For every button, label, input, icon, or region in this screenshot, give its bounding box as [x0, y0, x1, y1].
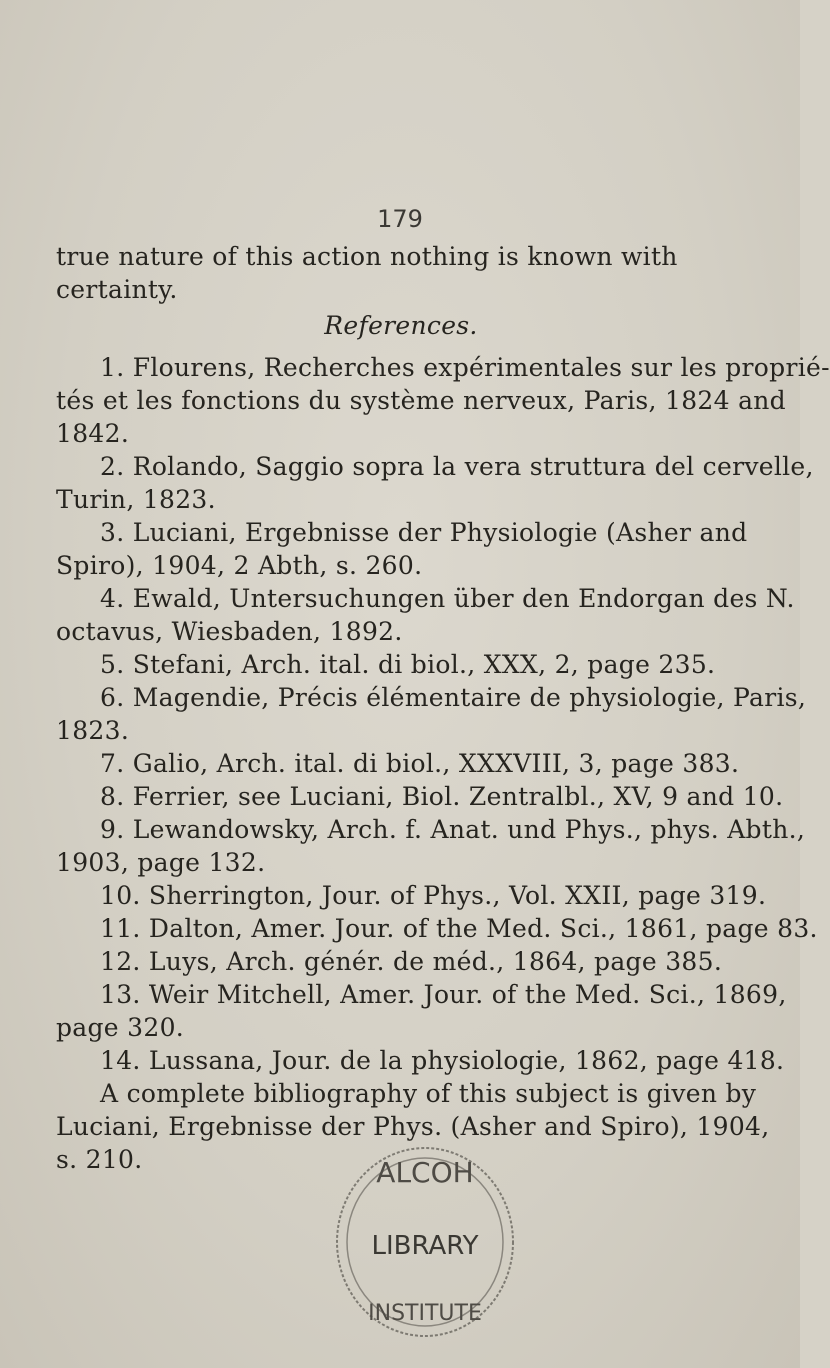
page-body [56, 240, 830, 1176]
reference-line: 6. Magendie, Précis élémentaire de physiologie, Paris, [100, 683, 807, 712]
intro-line: true nature of this action nothing is known with [56, 242, 678, 271]
reference-line: octavus, Wiesbaden, 1892. [56, 617, 403, 646]
stamp-middle-text: LIBRARY [371, 1231, 479, 1261]
references-heading: References. [324, 311, 478, 340]
stamp-top-text: ALCOH [376, 1156, 474, 1189]
reference-line: 3. Luciani, Ergebnisse der Physiologie (Asher and [100, 518, 748, 547]
reference-line: Luciani, Ergebnisse der Phys. (Asher and Spiro), 1904, [56, 1112, 770, 1141]
reference-line: 10. Sherrington, Jour. of Phys., Vol. XXII, page 319. [100, 881, 767, 910]
reference-line: 1842. [56, 419, 130, 448]
intro-line: certainty. [56, 275, 178, 304]
reference-line: 8. Ferrier, see Luciani, Biol. Zentralbl., XV, 9 and 10. [100, 782, 784, 811]
reference-line: Turin, 1823. [56, 485, 216, 514]
reference-line: 9. Lewandowsky, Arch. f. Anat. und Phys., phys. Abth., [100, 815, 806, 844]
reference-line: 12. Luys, Arch. génér. de méd., 1864, page 385. [100, 947, 723, 976]
reference-line: 13. Weir Mitchell, Amer. Jour. of the Med. Sci., 1869, [100, 980, 787, 1009]
reference-line: A complete bibliography of this subject is given by [100, 1079, 757, 1108]
reference-line: Spiro), 1904, 2 Abth, s. 260. [56, 551, 423, 580]
reference-line: 7. Galio, Arch. ital. di biol., XXXVIII, 3, page 383. [100, 749, 740, 778]
library-stamp-graphic [330, 1142, 520, 1342]
reference-line: s. 210. [56, 1145, 143, 1174]
reference-line: 1823. [56, 716, 130, 745]
reference-line: 2. Rolando, Saggio sopra la vera struttura del cervelle, [100, 452, 814, 481]
reference-line: page 320. [56, 1013, 185, 1042]
stamp-bottom-text: INSTITUTE [368, 1301, 482, 1326]
reference-line: 14. Lussana, Jour. de la physiologie, 1862, page 418. [100, 1046, 785, 1075]
reference-line: 1. Flourens, Recherches expérimentales sur les proprié- [100, 353, 830, 382]
page-number: 179 [377, 205, 423, 233]
reference-line: tés et les fonctions du système nerveux, Paris, 1824 and [56, 386, 786, 415]
reference-line: 5. Stefani, Arch. ital. di biol., XXX, 2, page 235. [100, 650, 716, 679]
reference-line: 1903, page 132. [56, 848, 266, 877]
reference-line: 4. Ewald, Untersuchungen über den Endorgan des N. [100, 584, 795, 613]
reference-line: 11. Dalton, Amer. Jour. of the Med. Sci., 1861, page 83. [100, 914, 818, 943]
library-stamp [330, 1142, 520, 1342]
